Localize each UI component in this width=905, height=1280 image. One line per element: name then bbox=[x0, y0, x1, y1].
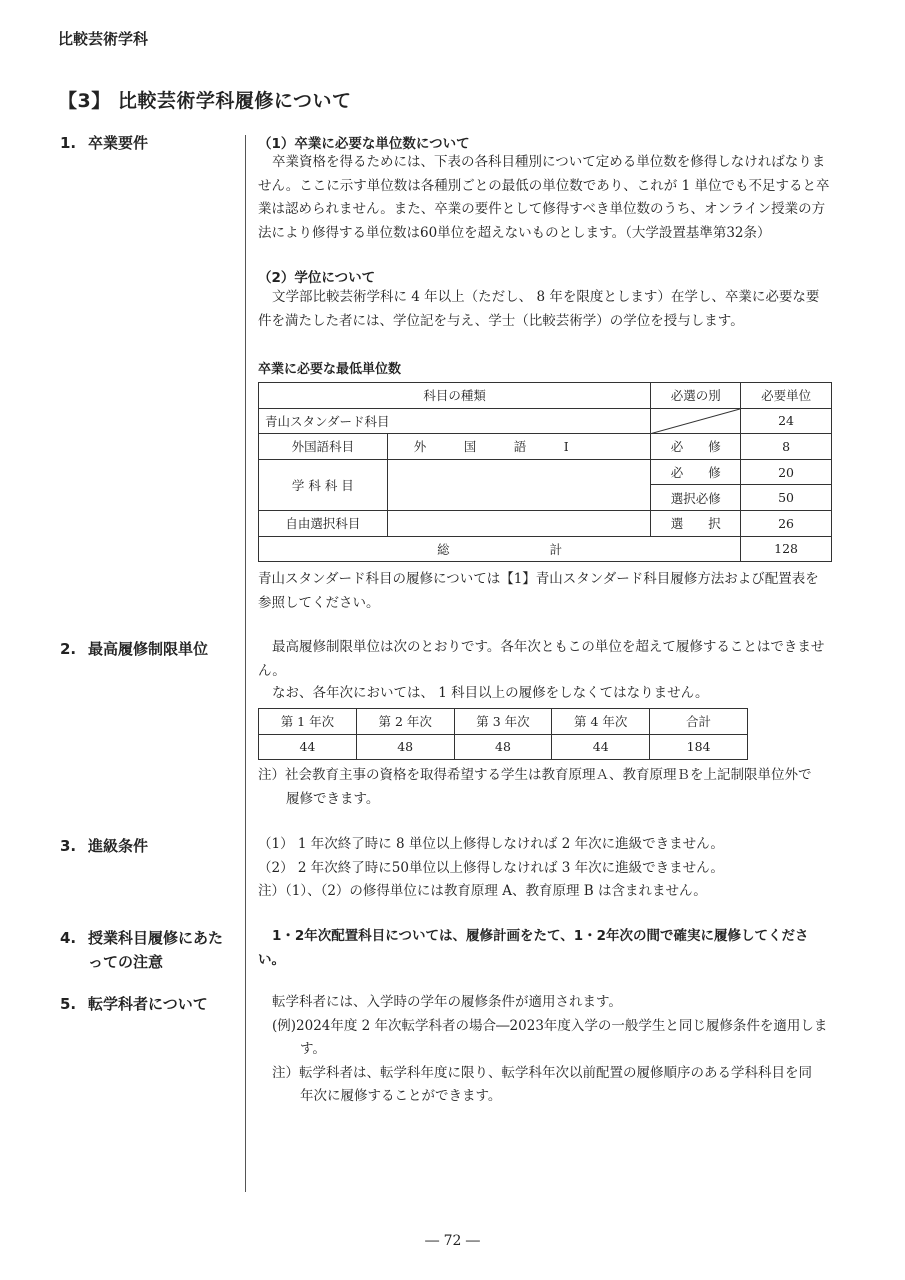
subheading-degree: （2）学位について bbox=[258, 270, 376, 286]
header-req: 必選の別 bbox=[651, 383, 741, 409]
min-units-table bbox=[258, 382, 832, 562]
cell-year-4: 44 bbox=[552, 734, 650, 760]
section-3-label: 3. 進級条件 bbox=[60, 837, 149, 855]
header-total: 合計 bbox=[650, 709, 748, 735]
condition-2: （2） 2 年次終了時に50単位以上修得しなければ 3 年次に進級できません。 bbox=[258, 859, 724, 876]
cell-total: 184 bbox=[650, 734, 748, 760]
cell-units: 50 bbox=[741, 485, 832, 511]
page-number: ― 72 ― bbox=[425, 1233, 480, 1249]
cell-total-label: 総 計 bbox=[259, 536, 741, 562]
transfer-note: 注）転学科者は、転学科年度に限り、転学科年次以前配置の履修順序のある学科科目を同 bbox=[272, 1064, 812, 1081]
table-header-row bbox=[259, 709, 748, 735]
cell-kind: 学 科 科 目 bbox=[259, 459, 388, 510]
promotion-conditions bbox=[258, 833, 832, 904]
running-header: 比較芸術学科 bbox=[58, 30, 149, 48]
cell-subject-empty bbox=[387, 510, 651, 536]
paragraph-min-course: なお、各年次においては、 1 科目以上の履修をしなくてはなりません。 bbox=[272, 685, 709, 701]
header-year-1: 第 1 年次 bbox=[259, 709, 357, 735]
note-standard-courses: 青山スタンダード科目の履修については【1】青山スタンダード科目履修方法および配置表を参照してください。 bbox=[258, 571, 819, 611]
table-row bbox=[259, 459, 832, 485]
table-header-row bbox=[259, 383, 832, 409]
transfer-students: 転学科者には、入学時の学年の履修条件が適用されます。 (例)2024年度 2 年次転学科者の場合―2023年度入学の一般学生と同じ履修条件を適用しま す。 注）転学科者は、転学科年度に限り、転学科年次以前配置の履修順序のある学科科目を同 年次に履修することができます。 bbox=[258, 991, 838, 1109]
header-units: 必要単位 bbox=[741, 383, 832, 409]
cell-units: 20 bbox=[741, 459, 832, 485]
header-year-3: 第 3 年次 bbox=[454, 709, 552, 735]
max-units-table bbox=[258, 708, 748, 760]
vertical-divider bbox=[245, 135, 246, 1192]
header-year-2: 第 2 年次 bbox=[356, 709, 454, 735]
table-row bbox=[259, 510, 832, 536]
cell-kind: 青山スタンダード科目 bbox=[259, 408, 651, 434]
transfer-rule: 転学科者には、入学時の学年の履修条件が適用されます。 bbox=[272, 994, 622, 1010]
section-4-label: 4. 授業科目履修にあた っての注意 bbox=[60, 929, 224, 971]
page-title: 【3】 比較芸術学科履修について bbox=[58, 90, 352, 112]
cell-year-2: 48 bbox=[356, 734, 454, 760]
cell-year-1: 44 bbox=[259, 734, 357, 760]
condition-1: （1） 1 年次終了時に 8 単位以上修得しなければ 2 年次に進級できません。 bbox=[258, 836, 724, 852]
cell-req: 必 修 bbox=[651, 434, 741, 460]
cell-units: 26 bbox=[741, 510, 832, 536]
cell-year-3: 48 bbox=[454, 734, 552, 760]
section-1-label: 1. 卒業要件 bbox=[60, 134, 149, 152]
cell-subject-empty bbox=[387, 459, 651, 510]
cell-units: 24 bbox=[741, 408, 832, 434]
cell-kind: 自由選択科目 bbox=[259, 510, 388, 536]
header-kind: 科目の種類 bbox=[259, 383, 651, 409]
paragraph-course-notice: 1・2年次配置科目については、履修計画をたて、1・2年次の間で確実に履修してください。 bbox=[258, 928, 809, 968]
table-total-row bbox=[259, 536, 832, 562]
cell-req: 必 修 bbox=[651, 459, 741, 485]
table-title-min-units: 卒業に必要な最低単位数 bbox=[258, 362, 402, 377]
paragraph-max-units: 最高履修制限単位は次のとおりです。各年次ともこの単位を超えて履修することはできません。 bbox=[258, 639, 825, 679]
condition-note: 注）（1）、（2）の修得単位には教育原理 A、教育原理 B は含まれません。 bbox=[258, 883, 707, 899]
transfer-example: (例)2024年度 2 年次転学科者の場合―2023年度入学の一般学生と同じ履修条件を適用しま bbox=[272, 1017, 828, 1034]
section-2-label: 2. 最高履修制限単位 bbox=[60, 640, 209, 658]
header-year-4: 第 4 年次 bbox=[552, 709, 650, 735]
table-row bbox=[259, 434, 832, 460]
table-row bbox=[259, 734, 748, 760]
cell-units: 8 bbox=[741, 434, 832, 460]
note-social-education: 注）社会教育主事の資格を取得希望する学生は教育原理Ａ、教育原理Ｂを上記制限単位外で 履修できます。 bbox=[258, 767, 812, 807]
cell-req: 選 択 bbox=[651, 510, 741, 536]
cell-diagonal bbox=[651, 408, 741, 434]
subheading-units: （1）卒業に必要な単位数について bbox=[258, 136, 470, 152]
table-row bbox=[259, 408, 832, 434]
cell-kind: 外国語科目 bbox=[259, 434, 388, 460]
cell-total-units: 128 bbox=[741, 536, 832, 562]
diagonal-line bbox=[651, 409, 740, 434]
paragraph-graduation-units: 卒業資格を得るためには、下表の各科目種別について定める単位数を修得しなければなりません。ここに示す単位数は各種別ごとの最低の単位数であり、これが 1 単位でも不足すると卒業は認められません。また、卒業の要件として修得すべき単位数のうち、オンライン授業の方法により修得する単位数は60単位を超えないものとします。（大学設置基準第32条） bbox=[258, 154, 830, 241]
paragraph-degree: 文学部比較芸術学科に 4 年以上（ただし、 8 年を限度とします）在学し、卒業に必要な要件を満たした者には、学位記を与え、学士（比較芸術学）の学位を授与します。 bbox=[258, 289, 820, 329]
cell-subject: 外 国 語 I bbox=[387, 434, 651, 460]
section-5-label: 5. 転学科者について bbox=[60, 995, 208, 1013]
cell-req: 選択必修 bbox=[651, 485, 741, 511]
